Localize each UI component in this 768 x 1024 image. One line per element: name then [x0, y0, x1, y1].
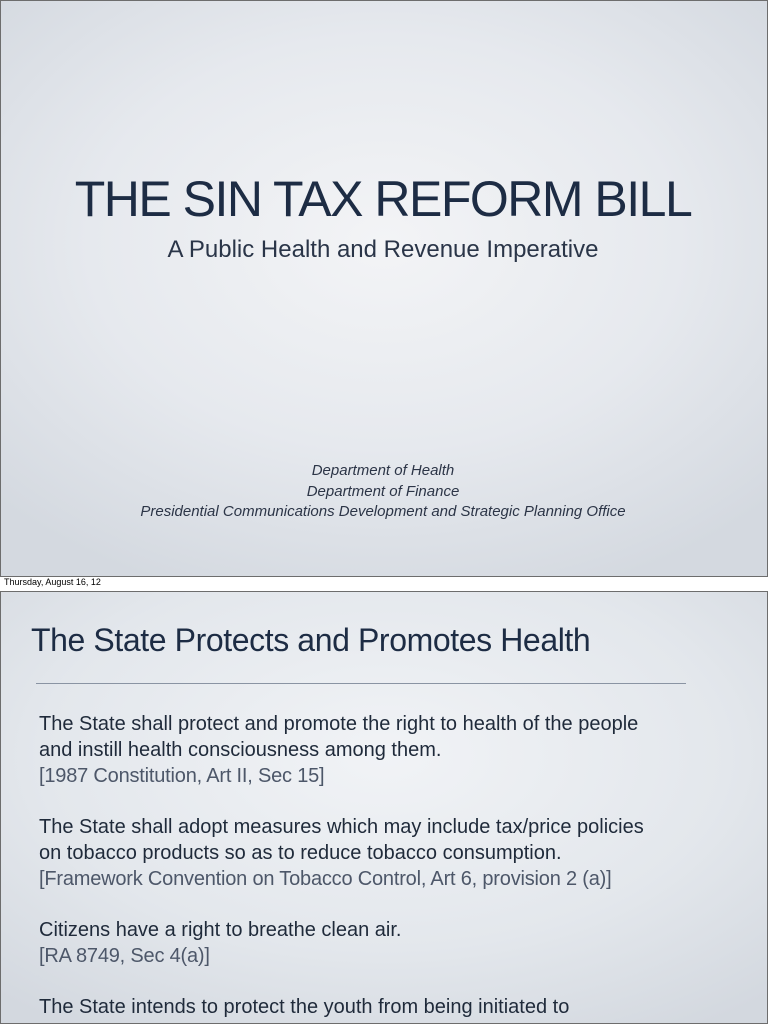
paragraph	[39, 917, 739, 969]
slide-title: THE SIN TAX REFORM BILL	[74, 171, 692, 227]
slide-date-label: Thursday, August 16, 12	[4, 577, 101, 587]
credit-line: Department of Finance	[306, 482, 460, 500]
slide-subtitle: A Public Health and Revenue Imperative	[167, 236, 599, 263]
credit-line: Department of Health	[311, 462, 455, 479]
title-divider	[36, 683, 686, 684]
content-slide-title: The State Protects and Promotes Health	[31, 622, 591, 658]
content-body	[39, 711, 739, 1024]
citation: [1987 Constitution, Art II, Sec 15]	[39, 765, 325, 787]
paragraph-line: and instill health consciousness among them.	[39, 739, 442, 761]
credit-line: Presidential Communications Development and Strategic Planning Office	[140, 503, 626, 520]
paragraph	[39, 994, 739, 1020]
paragraph-line: The State shall protect and promote the right to health of the people	[39, 713, 639, 735]
citation: [RA 8749, Sec 4(a)]	[39, 945, 210, 967]
paragraph-line: on tobacco products so as to reduce tobacco consumption.	[39, 842, 562, 864]
citation: [Framework Convention on Tobacco Control, Art 6, provision 2 (a)]	[39, 868, 612, 890]
paragraph	[39, 814, 739, 892]
credits-block	[0, 461, 766, 523]
paragraph-line: The State shall adopt measures which may include tax/price policies	[39, 816, 644, 838]
paragraph-line: Citizens have a right to breathe clean air.	[39, 919, 402, 941]
paragraph-line: The State intends to protect the youth from being initiated to	[39, 996, 570, 1018]
paragraph	[39, 711, 739, 789]
